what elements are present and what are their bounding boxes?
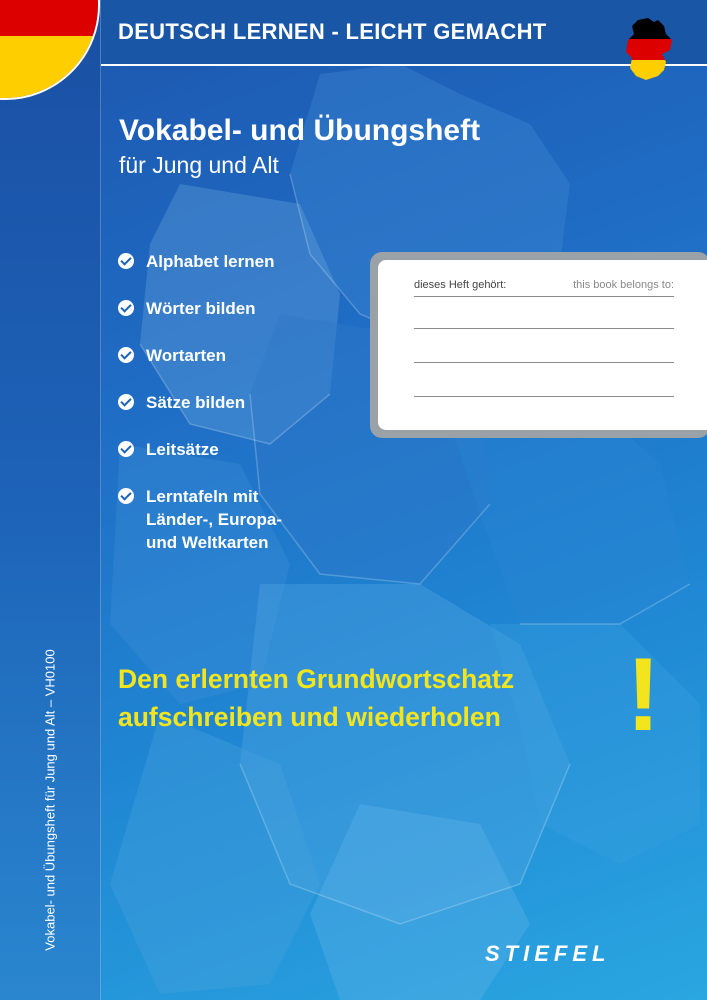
header-bar (100, 0, 707, 66)
feature-item (118, 485, 348, 554)
slogan (118, 660, 514, 736)
feature-item (118, 344, 348, 367)
feature-text: Wörter bilden (146, 299, 256, 318)
book-subtitle: für Jung und Alt (119, 152, 279, 178)
check-circle-icon (118, 300, 134, 316)
slogan-line-1: Den erlernten Grundwortschatz (118, 664, 515, 694)
name-label-inner (378, 260, 707, 430)
feature-list (118, 250, 348, 578)
owner-label-en: this book belongs to: (573, 279, 674, 291)
feature-text: Lerntafeln mit Länder-, Europa- und Weltkarten (146, 487, 283, 552)
owner-field[interactable] (414, 278, 674, 297)
write-line[interactable] (414, 362, 674, 363)
write-line[interactable] (414, 328, 674, 329)
name-label-box (370, 252, 707, 438)
slogan-line-2: aufschreiben und wiederholen (118, 702, 501, 732)
feature-text: Sätze bilden (146, 393, 246, 412)
feature-item (118, 438, 348, 461)
feature-item (118, 250, 348, 273)
check-circle-icon (118, 488, 134, 504)
brand-logo: STIEFEL (485, 941, 611, 966)
write-line[interactable] (414, 396, 674, 397)
spine (0, 0, 101, 1000)
exclamation-mark: ! (626, 637, 661, 753)
germany-map-icon (624, 18, 674, 80)
feature-text: Wortarten (146, 346, 226, 365)
check-circle-icon (118, 394, 134, 410)
feature-text: Alphabet lernen (146, 252, 275, 271)
owner-label-de: dieses Heft gehört: (414, 279, 507, 291)
spine-text: Vokabel- und Übungsheft für Jung und Alt – VH0100 (42, 649, 58, 951)
check-circle-icon (118, 347, 134, 363)
check-circle-icon (118, 441, 134, 457)
header-title: DEUTSCH LERNEN - LEICHT GEMACHT (118, 19, 547, 44)
check-circle-icon (118, 253, 134, 269)
feature-item (118, 297, 348, 320)
book-title: Vokabel- und Übungsheft (119, 114, 481, 147)
feature-item (118, 391, 348, 414)
feature-text: Leitsätze (146, 440, 219, 459)
